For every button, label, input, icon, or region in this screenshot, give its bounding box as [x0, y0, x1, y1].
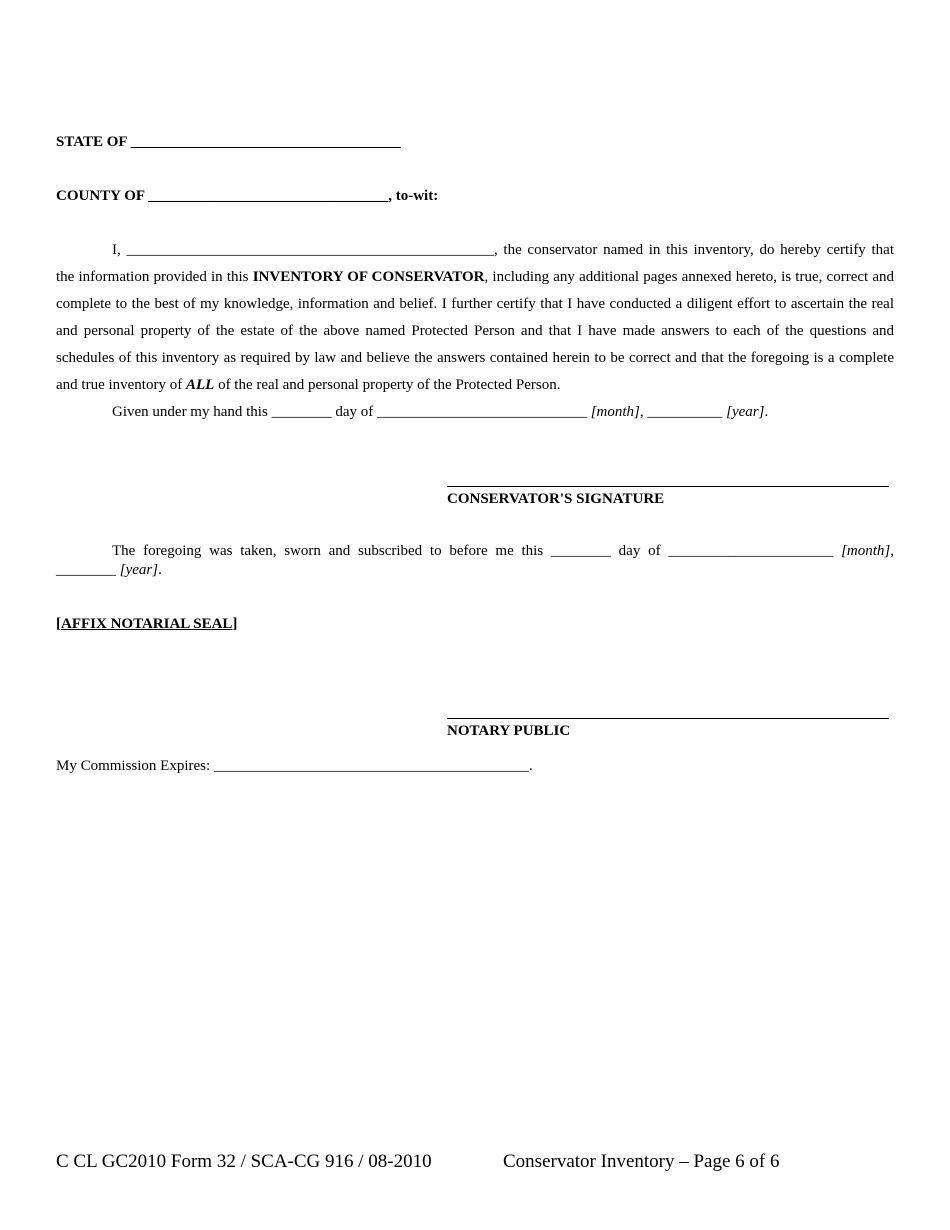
certification-text-1: , the conservator named in this inventory, do hereby certify that the information provided in this: [56, 242, 895, 285]
form-name: INVENTORY OF CONSERVATOR: [252, 269, 485, 285]
given-comma: ,: [639, 404, 644, 420]
sworn-comma: ,: [890, 543, 894, 559]
given-month-blank: ____________________________: [376, 404, 587, 420]
commission-line: [56, 757, 533, 775]
state-label: STATE OF: [56, 134, 127, 150]
state-blank: ____________________________________: [130, 134, 401, 150]
given-day-blank: ________: [271, 404, 332, 420]
county-blank: ________________________________: [148, 188, 389, 204]
sworn-year-blank: ________: [56, 562, 116, 578]
notary-public-label: NOTARY PUBLIC: [447, 723, 571, 739]
sworn-year-hint: [year]: [119, 562, 159, 578]
seal-close-bracket: ]: [232, 616, 238, 632]
certification-text-2: , including any additional pages annexed hereto, is true, correct and complete to the best of my knowledge, information and belief. I further certify that I have conducted a diligent effort to ascertain the real and personal property of the estate of the above named Protected Person and that I have made answers to each of the questions and schedules of this inventory as required by law and believe the answers contained herein to be correct and that the foregoing is a complete and true inventory of: [56, 269, 895, 393]
state-line: [56, 133, 401, 151]
footer-page-info: Conservator Inventory – Page 6 of 6: [503, 1151, 780, 1172]
given-period: .: [764, 404, 769, 420]
seal-open-bracket: [: [56, 616, 61, 632]
conservator-signature-line: [447, 486, 889, 487]
conservator-name-blank: _________________________________________________: [126, 242, 494, 258]
sworn-paragraph: [56, 542, 894, 580]
county-label: COUNTY OF: [56, 188, 145, 204]
footer-form-id: C CL GC2010 Form 32 / SCA-CG 916 / 08-2010: [56, 1151, 432, 1172]
given-year-hint: [year]: [726, 404, 765, 420]
given-line: [56, 399, 894, 426]
certification-text-3: of the real and personal property of the Protected Person.: [218, 377, 561, 393]
given-year-blank: __________: [647, 404, 723, 420]
sworn-period: .: [158, 562, 162, 578]
notary-signature-line: [447, 718, 889, 719]
sworn-month-blank: ______________________: [668, 543, 834, 559]
sworn-text: [56, 542, 894, 580]
given-day-of: day of: [335, 404, 374, 420]
all-emphasis: ALL: [185, 377, 215, 393]
given-month-hint: [month]: [590, 404, 640, 420]
certification-intro: I,: [112, 242, 121, 258]
commission-blank: __________________________________________: [213, 758, 529, 774]
commission-label: My Commission Expires:: [56, 758, 211, 774]
county-suffix: , to-wit:: [388, 188, 439, 204]
conservator-signature-label: CONSERVATOR'S SIGNATURE: [447, 491, 665, 507]
sworn-month-hint: [month]: [841, 543, 891, 559]
given-prefix: Given under my hand this: [112, 404, 268, 420]
commission-period: .: [528, 758, 533, 774]
sworn-day-of: day of: [618, 543, 661, 559]
seal-label: AFFIX NOTARIAL SEAL: [61, 616, 233, 632]
sworn-prefix: The foregoing was taken, sworn and subscribed to before me this: [112, 543, 544, 559]
certification-paragraph: [56, 237, 894, 426]
certification-text: [56, 237, 894, 399]
notarial-seal-instruction: [56, 615, 237, 633]
sworn-day-blank: ________: [550, 543, 611, 559]
county-line: [56, 187, 438, 205]
